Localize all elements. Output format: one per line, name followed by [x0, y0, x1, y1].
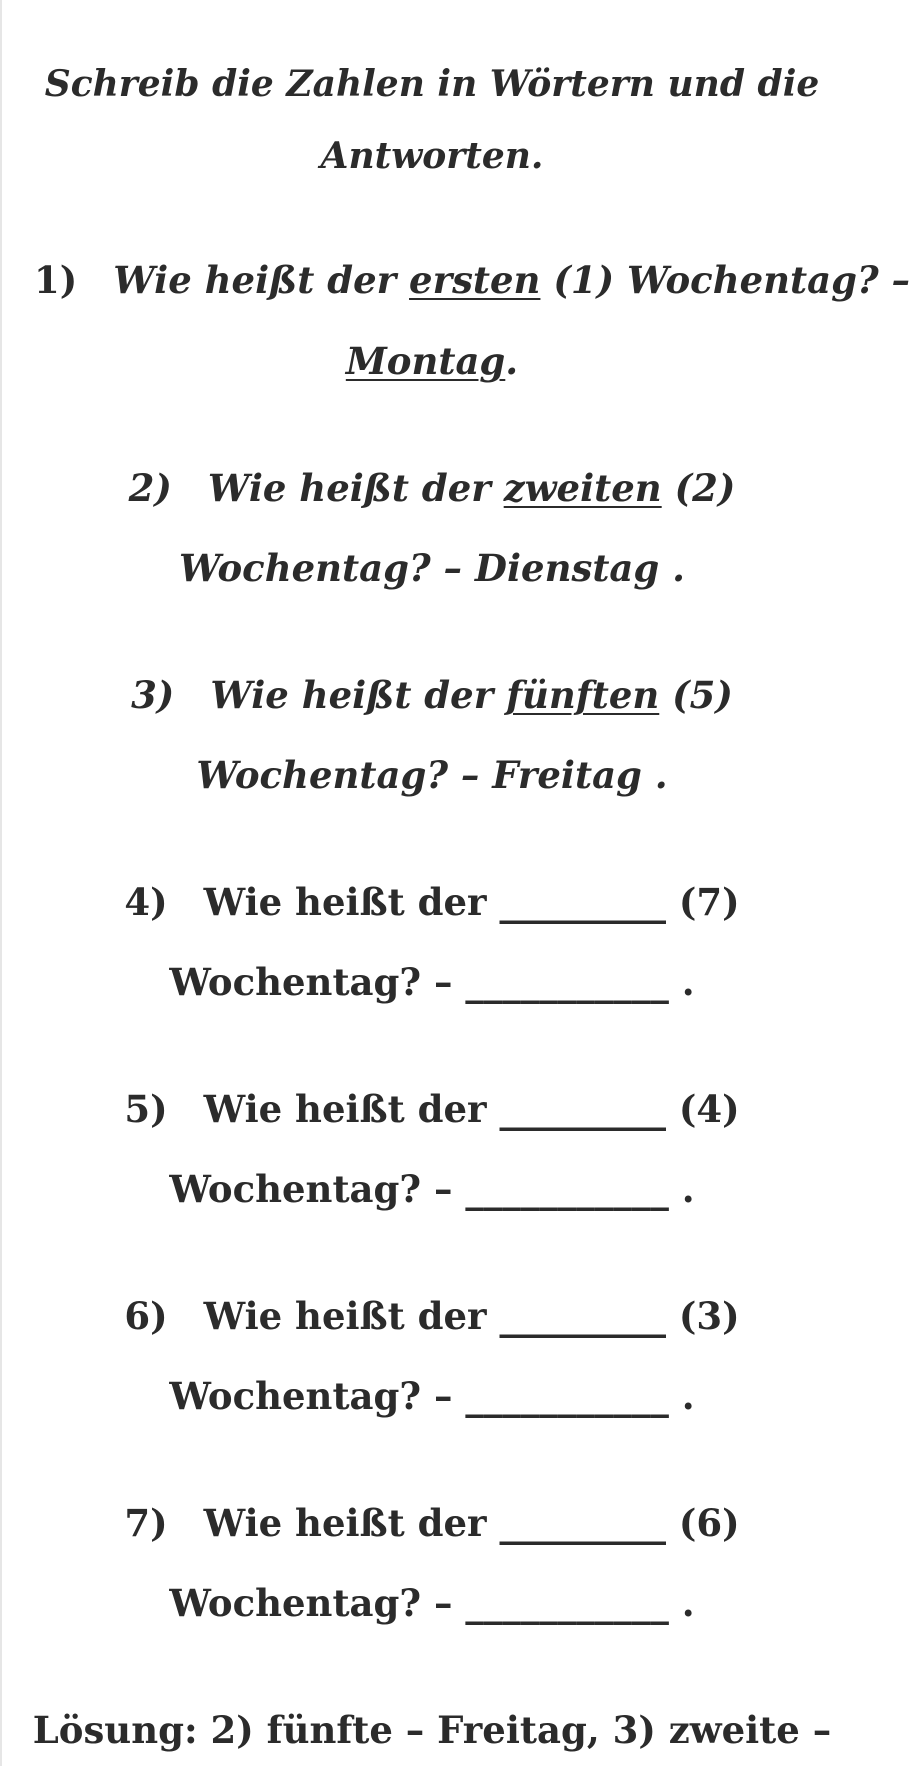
question-3-paren: (5)	[672, 673, 733, 717]
question-7-line-1	[0, 1501, 864, 1545]
question-1-number: 1)	[34, 258, 78, 302]
question-2-ordinal: zweiten	[503, 466, 662, 510]
question-5-answer-blank[interactable]: ___________	[465, 1167, 669, 1211]
question-1-line-1	[34, 258, 910, 302]
question-5-line-1	[0, 1087, 864, 1131]
title-line-2: Antworten.	[320, 135, 544, 177]
question-1-suffix: (1) Wochentag? –	[553, 258, 910, 302]
question-4-end: .	[681, 960, 695, 1004]
question-7-blank[interactable]: _________	[499, 1501, 666, 1545]
question-5-line-2	[0, 1167, 864, 1211]
question-4-line-2	[0, 960, 864, 1004]
question-1-ordinal: ersten	[409, 258, 541, 302]
page-edge	[0, 0, 2, 1766]
question-5-prefix: Wie heißt der	[203, 1087, 487, 1131]
question-7-line-2	[0, 1581, 864, 1625]
question-6-line-2	[0, 1374, 864, 1418]
question-2-prefix: Wie heißt der	[207, 466, 491, 510]
question-3-number: 3)	[131, 673, 175, 717]
question-6-answer-blank[interactable]: ___________	[465, 1374, 669, 1418]
question-3-line-2: Wochentag? – Freitag .	[196, 753, 668, 797]
question-7-answer-blank[interactable]: ___________	[465, 1581, 669, 1625]
question-4-answer-blank[interactable]: ___________	[465, 960, 669, 1004]
solution-line: Lösung: 2) fünfte – Freitag, 3) zweite –	[32, 1708, 832, 1752]
question-3-prefix: Wie heißt der	[210, 673, 494, 717]
question-6-paren: (3)	[678, 1294, 740, 1338]
question-4-paren: (7)	[678, 880, 740, 924]
question-4-number: 4)	[124, 880, 168, 924]
question-6-blank[interactable]: _________	[499, 1294, 666, 1338]
question-7-prefix: Wie heißt der	[203, 1501, 487, 1545]
question-6-prompt: Wochentag? –	[169, 1374, 453, 1418]
question-2-paren: (2)	[674, 466, 736, 510]
question-2-line-2: Wochentag? – Dienstag .	[178, 546, 686, 590]
question-5-paren: (4)	[678, 1087, 740, 1131]
question-7-number: 7)	[124, 1501, 168, 1545]
question-1-prefix: Wie heißt der	[113, 258, 397, 302]
question-6-number: 6)	[124, 1294, 168, 1338]
question-4-blank[interactable]: _________	[499, 880, 666, 924]
question-5-prompt: Wochentag? –	[169, 1167, 453, 1211]
question-2-number: 2)	[128, 466, 172, 510]
question-3-ordinal: fünften	[506, 673, 660, 717]
question-3-line-1	[0, 673, 864, 717]
question-7-prompt: Wochentag? –	[169, 1581, 453, 1625]
question-6-line-1	[0, 1294, 864, 1338]
question-6-end: .	[681, 1374, 695, 1418]
question-5-number: 5)	[124, 1087, 168, 1131]
question-6-prefix: Wie heißt der	[203, 1294, 487, 1338]
question-2-line-1	[0, 466, 864, 510]
question-7-end: .	[681, 1581, 695, 1625]
title-line-1: Schreib die Zahlen in Wörtern und die	[44, 63, 820, 105]
question-7-paren: (6)	[678, 1501, 740, 1545]
question-4-prompt: Wochentag? –	[169, 960, 453, 1004]
question-1-answer: Montag	[345, 339, 506, 383]
question-4-prefix: Wie heißt der	[203, 880, 487, 924]
question-1-end: .	[505, 339, 519, 383]
question-5-end: .	[681, 1167, 695, 1211]
question-4-line-1	[0, 880, 864, 924]
question-5-blank[interactable]: _________	[499, 1087, 666, 1131]
question-1-line-2	[0, 339, 864, 383]
